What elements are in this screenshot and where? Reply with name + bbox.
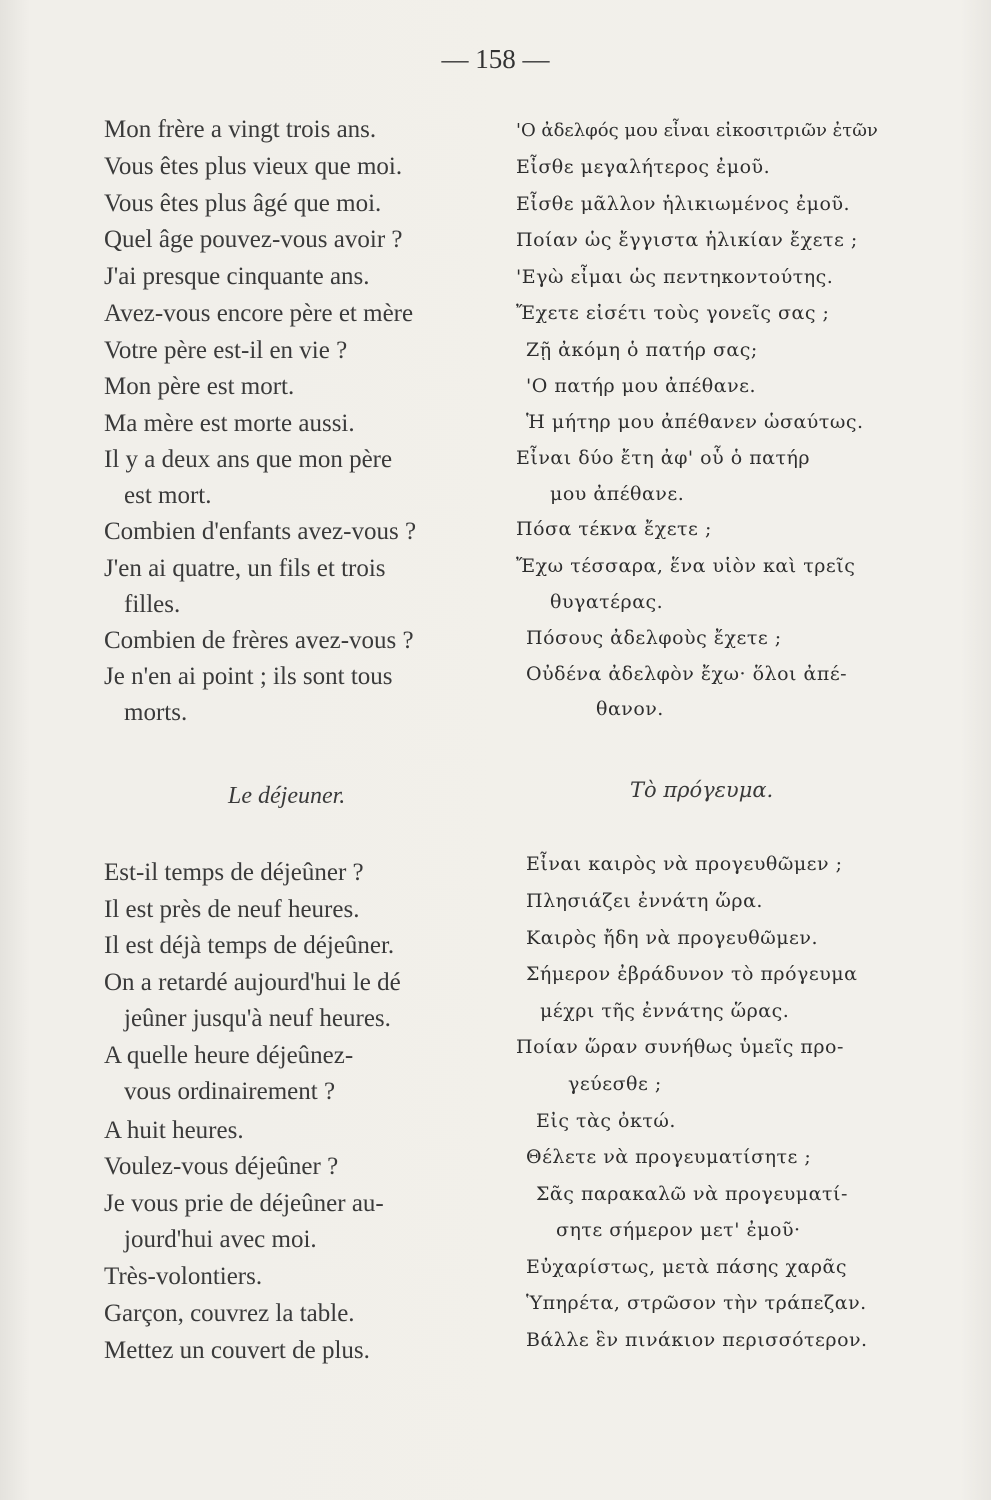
- greek-line: Ἔχω τέσσαρα, ἕνα υἱὸν καὶ τρεῖς: [516, 555, 856, 577]
- greek-line: Ἔχετε εἰσέτι τοὺς γονεῖς σας ;: [516, 302, 830, 324]
- greek-line: θυγατέρας.: [550, 591, 664, 613]
- greek-line: Καιρὸς ἤδη νὰ προγευθῶμεν.: [526, 927, 818, 949]
- french-line: J'en ai quatre, un fils et trois: [104, 555, 386, 582]
- greek-line: Εἶσθε μεγαλήτερος ἐμοῦ.: [516, 156, 771, 178]
- page-number: — 158 —: [441, 44, 550, 74]
- greek-line: 'Ο πατήρ μου ἀπέθανε.: [526, 375, 757, 397]
- french-line: Mon père est mort.: [104, 373, 295, 400]
- french-line: jourd'hui avec moi.: [124, 1226, 317, 1253]
- french-line: Il y a deux ans que mon père: [104, 446, 393, 473]
- greek-line: Εἶσθε μᾶλλον ἡλικιωμένος ἐμοῦ.: [516, 193, 851, 215]
- greek-line: Ὑπηρέτα, στρῶσον τὴν τράπεζαν.: [526, 1292, 867, 1314]
- section-heading-french: Le déjeuner.: [228, 783, 346, 809]
- french-line: On a retardé aujourd'hui le dé: [104, 969, 401, 996]
- french-line: Est-il temps de déjeûner ?: [104, 859, 364, 886]
- greek-line: 'Ο ἀδελφός μου εἶναι εἰκοσιτριῶν ἐτῶν: [516, 120, 878, 141]
- french-line: Avez-vous encore père et mère: [104, 300, 414, 327]
- french-line: Mettez un couvert de plus.: [104, 1337, 370, 1364]
- french-line: Je vous prie de déjeûner au-: [104, 1190, 384, 1217]
- french-line: Voulez-vous déjeûner ?: [104, 1153, 339, 1180]
- french-line: Il est déjà temps de déjeûner.: [104, 932, 395, 959]
- french-line: filles.: [124, 591, 181, 618]
- french-line: Très-volontiers.: [104, 1263, 263, 1290]
- greek-line: Πόσους ἀδελφοὺς ἔχετε ;: [526, 627, 782, 649]
- french-line: A huit heures.: [104, 1117, 244, 1144]
- greek-line: Ἡ μήτηρ μου ἀπέθανεν ὡσαύτως.: [526, 411, 864, 433]
- french-line: Votre père est-il en vie ?: [104, 337, 348, 364]
- french-line: Mon frère a vingt trois ans.: [104, 116, 377, 143]
- greek-line: μου ἀπέθανε.: [550, 483, 685, 505]
- greek-line: Ζῇ ἀκόμη ὁ πατήρ σας;: [526, 339, 758, 361]
- greek-line: σητε σήμερον μετ' ἐμοῦ·: [556, 1219, 801, 1241]
- french-line: Vous êtes plus vieux que moi.: [104, 153, 403, 180]
- greek-line: Σᾶς παρακαλῶ νὰ προγευματί-: [536, 1183, 848, 1205]
- greek-line: Εὐχαρίστως, μετὰ πάσης χαρᾶς: [526, 1256, 847, 1278]
- greek-line: Πόσα τέκνα ἔχετε ;: [516, 518, 712, 540]
- greek-line: Ποίαν ὡς ἔγγιστα ἡλικίαν ἔχετε ;: [516, 229, 858, 251]
- greek-line: μέχρι τῆς ἐννάτης ὥρας.: [540, 1000, 790, 1022]
- french-line: Vous êtes plus âgé que moi.: [104, 190, 382, 217]
- section-heading-greek: Τὸ πρόγευμα.: [630, 778, 774, 802]
- greek-line: 'Εγὼ εἶμαι ὡς πεντηκοντούτης.: [516, 266, 834, 288]
- greek-line: Εἰς τὰς ὀκτώ.: [536, 1110, 676, 1132]
- french-line: est mort.: [124, 482, 212, 509]
- greek-line: Εἶναι δύο ἔτη ἀφ' οὗ ὁ πατήρ: [516, 447, 811, 469]
- french-line: Ma mère est morte aussi.: [104, 410, 355, 437]
- french-line: morts.: [124, 699, 188, 726]
- greek-line: Πλησιάζει ἐννάτη ὥρα.: [526, 890, 763, 912]
- french-line: jeûner jusqu'à neuf heures.: [124, 1005, 391, 1032]
- french-line: Il est près de neuf heures.: [104, 896, 360, 923]
- french-line: Combien d'enfants avez-vous ?: [104, 518, 417, 545]
- french-line: Combien de frères avez-vous ?: [104, 627, 414, 654]
- greek-line: θανον.: [596, 698, 664, 720]
- french-line: vous ordinairement ?: [124, 1078, 336, 1105]
- french-line: Je n'en ai point ; ils sont tous: [104, 663, 393, 690]
- french-line: Quel âge pouvez-vous avoir ?: [104, 226, 403, 253]
- greek-line: Βάλλε ἓν πινάκιον περισσότερον.: [526, 1329, 868, 1351]
- greek-line: Σήμερον ἐβράδυνον τὸ πρόγευμα: [526, 963, 858, 985]
- greek-line: Οὐδένα ἀδελφὸν ἔχω· ὅλοι ἀπέ-: [526, 663, 848, 685]
- greek-line: Θέλετε νὰ προγευματίσητε ;: [526, 1146, 812, 1168]
- french-line: A quelle heure déjeûnez-: [104, 1042, 354, 1069]
- greek-line: Ποίαν ὥραν συνήθως ὑμεῖς προ-: [516, 1036, 844, 1058]
- french-line: J'ai presque cinquante ans.: [104, 263, 370, 290]
- greek-line: γεύεσθε ;: [568, 1073, 662, 1095]
- greek-line: Εἶναι καιρὸς νὰ προγευθῶμεν ;: [526, 853, 843, 875]
- french-line: Garçon, couvrez la table.: [104, 1300, 355, 1327]
